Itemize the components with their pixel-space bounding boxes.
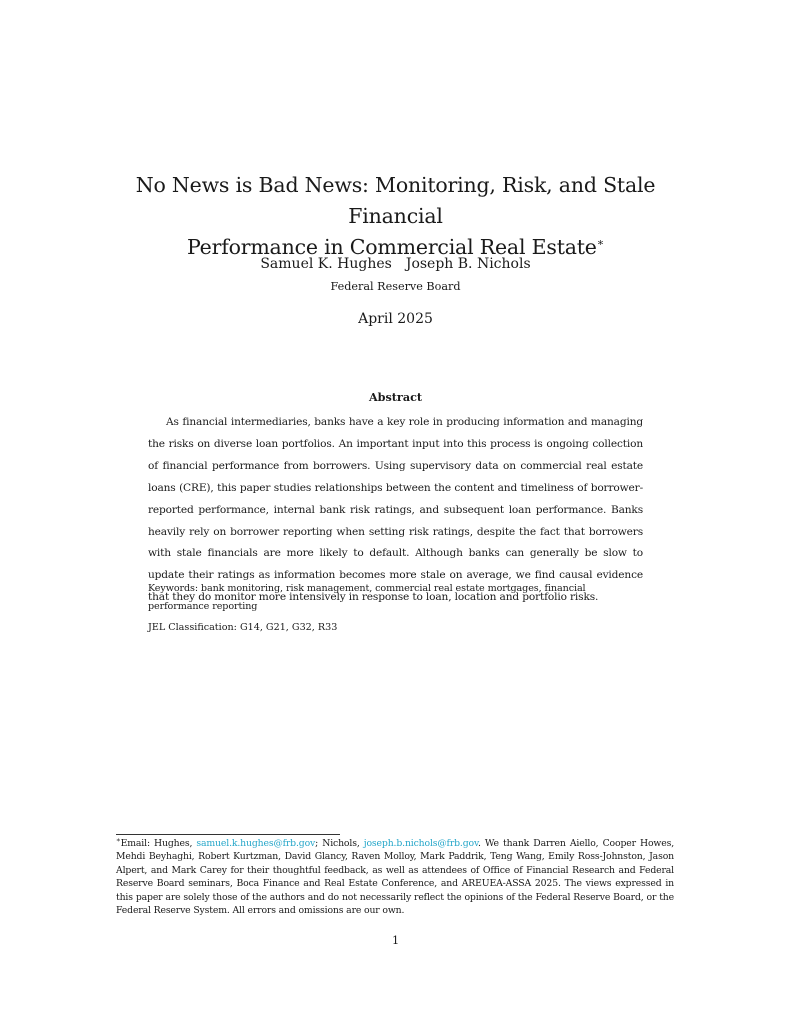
author-hughes: Samuel K. Hughes — [260, 256, 392, 272]
paper-title — [100, 170, 691, 263]
footnote-text: . We thank Darren Aiello, Cooper Howes, Mehdi Beyhaghi, Robert Kurtzman, David Glancy, Raven Molloy, Mark Paddrik, Teng Wang, Emily Ross-Johnston, Jason Alpert, and Mark Carey for their thoughtful feedback, as well as attendees of Office of Financial Research and Federal Reserve Board seminars, Boca Finance and Real Estate Conference, and AREUEA-ASSA 2025. The views expressed in this paper are solely those of the authors and do not necessarily reflect the opinions of the Federal Reserve Board, or the Federal Reserve System. All errors and omissions are our own. — [116, 838, 675, 917]
author-nichols: Joseph B. Nichols — [405, 256, 531, 272]
email-link-nichols[interactable]: joseph.b.nichols@frb.gov — [363, 838, 478, 849]
abstract-heading: Abstract — [368, 390, 423, 404]
author-list — [100, 255, 691, 273]
keywords: Keywords: bank monitoring, risk management, commercial real estate mortgages, financial performance reporting — [148, 583, 586, 612]
title-line-2: Performance in Commercial Real Estate — [186, 235, 597, 259]
footnote-symbol: ∗ — [116, 835, 121, 844]
affiliation: Federal Reserve Board — [330, 280, 461, 293]
title-footnote-mark: ∗ — [596, 236, 605, 250]
footnote — [116, 837, 674, 917]
footnote-email-label: Email: Hughes, — [120, 838, 193, 849]
page-number: 1 — [391, 934, 400, 947]
abstract-text: As financial intermediaries, banks have a key role in producing information and managing the risks on diverse loan portfolios. An important input into this process is ongoing collection of financial performance from borrowers. Using supervisory data on commercial real estate loans (CRE), this paper studies relationships between the content and timeliness of borrower-reported performance, internal bank risk ratings, and subsequent loan performance. Banks heavily rely on borrower reporting when setting risk ratings, despite the fact that borrowers with stale financials are more likely to default. Although banks can generally be slow to update their ratings as information becomes more stale on average, we find causal evidence that they do monitor more intensively in response to loan, location and portfolio risks. — [148, 416, 643, 604]
footnote-nichols-label: ; Nichols, — [315, 838, 360, 849]
email-link-hughes[interactable]: samuel.k.hughes@frb.gov — [196, 838, 316, 849]
footnote-divider — [116, 834, 340, 835]
publication-date: April 2025 — [358, 311, 433, 327]
jel-classification: JEL Classification: G14, G21, G32, R33 — [148, 622, 338, 633]
title-line-1: No News is Bad News: Monitoring, Risk, and Stale Financial — [135, 173, 656, 228]
